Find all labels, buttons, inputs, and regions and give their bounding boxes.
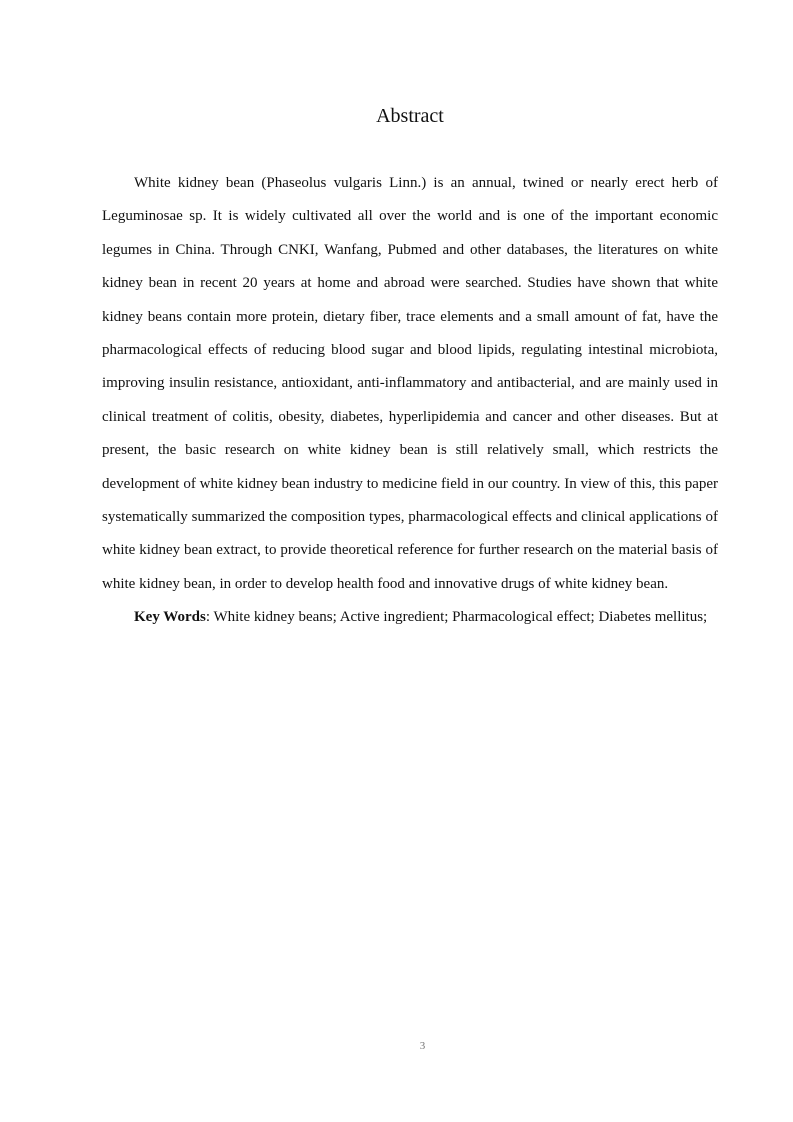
keywords-text: : White kidney beans; Active ingredient; Pharmacological effect; Diabetes mellitus; (205, 609, 708, 626)
abstract-body (102, 167, 718, 635)
page-number: 3 (419, 1040, 426, 1052)
keywords-label: Key Words (134, 609, 206, 626)
keywords-paragraph (102, 601, 718, 634)
abstract-paragraph: White kidney bean (Phaseolus vulgaris Linn.) is an annual, twined or nearly erect herb of Leguminosae sp. It is widely cultivated all over the world and is one of the important economic legumes in China. Through CNKI, Wanfang, Pubmed and other databases, the literatures on white kidney bean in recent 20 years at home and abroad were searched. Studies have shown that white kidney beans contain more protein, dietary fiber, trace elements and a small amount of fat, have the pharmacological effects of reducing blood sugar and blood lipids, regulating intestinal microbiota, improving insulin resistance, antioxidant, anti-inflammatory and antibacterial, and are mainly used in clinical treatment of colitis, obesity, diabetes, hyperlipidemia and cancer and other diseases. But at present, the basic research on white kidney bean is still relatively small, which restricts the development of white kidney bean industry to medicine field in our country. In view of this, this paper systematically summarized the composition types, pharmacological effects and clinical applications of white kidney bean extract, to provide theoretical reference for further research on the material basis of white kidney bean, in order to develop health food and innovative drugs of white kidney bean. (102, 175, 718, 592)
abstract-title: Abstract (376, 105, 444, 127)
